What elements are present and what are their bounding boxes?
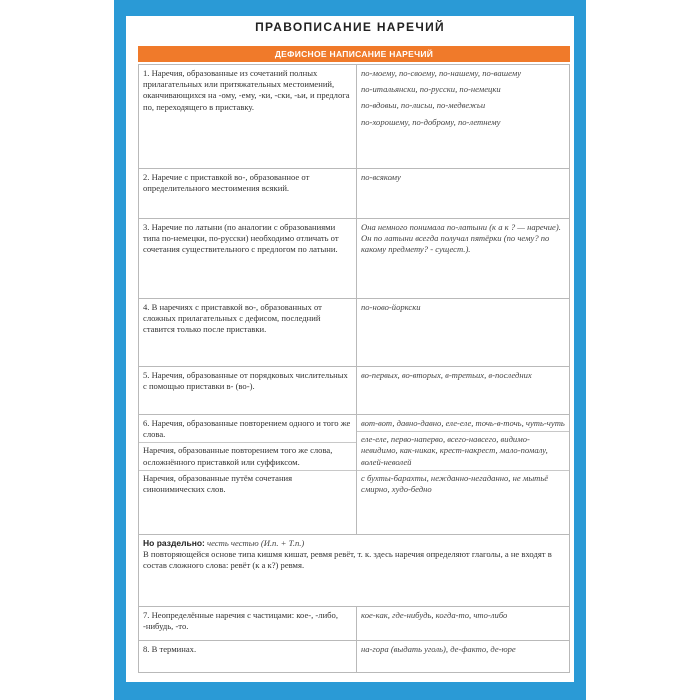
example-text: на-гора (выдать уголь), де-факто, де-юре	[361, 644, 516, 654]
rule-text: 1. Наречия, образованные из сочетаний полных прилагательных или притяжательных местоимений, оканчивающихся на -ому, -ему, -ки, -ски, -ьи, и предлога по, переходящего в приставку.	[143, 68, 350, 112]
rule-text: 3. Наречие по латыни (по аналогии с образованиями типа по-немецки, по-русски) необходимо отличать от сочетания существительного с предлогом по латыни.	[143, 222, 339, 255]
rule-text: Наречия, образованные путём сочетания синонимических слов.	[143, 472, 293, 495]
example-text: еле-еле, перво-наперво, всего-навсего, видимо-невидимо, как-никак, крест-накрест, мало-помалу, волей-неволей	[361, 434, 548, 467]
poster-sheet	[126, 16, 574, 682]
rule-cell	[138, 169, 357, 219]
page-title: ПРАВОПИСАНИЕ НАРЕЧИЙ	[255, 20, 445, 34]
example-cell	[357, 641, 570, 672]
example-text: по-итальянски, по-русски, по-немецки	[361, 84, 501, 95]
example-cell	[357, 299, 570, 367]
divider	[139, 442, 356, 443]
note-lead: честь честью (И.п. + Т.п.)	[207, 538, 305, 548]
table-row	[138, 218, 570, 299]
example-text: Она немного понимала по-латыни (к а к ? — наречие).	[361, 222, 561, 232]
rule-text: 6. Наречия, образованные повторением одного и того же слова.	[143, 418, 351, 440]
example-text: во-первых, во-вторых, в-третьих, в-последних	[361, 370, 532, 380]
example-cell	[357, 65, 570, 169]
rules-table	[138, 64, 570, 672]
example-text: по-всякому	[361, 172, 401, 182]
rule-cell	[138, 65, 357, 169]
section-header: ДЕФИСНОЕ НАПИСАНИЕ НАРЕЧИЙ	[138, 46, 570, 62]
table-row	[138, 640, 570, 673]
rule-cell	[138, 299, 357, 367]
note-heading	[143, 538, 565, 549]
divider	[357, 431, 569, 432]
rule-text: 7. Неопределённые наречия с частицами: кое-, -либо, -нибудь, -то.	[143, 610, 338, 632]
table-row	[138, 414, 570, 535]
example-cell	[357, 219, 570, 299]
rule-cell	[138, 219, 357, 299]
example-cell	[357, 607, 570, 641]
example-cell	[357, 169, 570, 219]
example-text: по-ново-йоркски	[361, 302, 421, 312]
divider	[139, 470, 356, 471]
example-text: кое-как, где-нибудь, когда-то, что-либо	[361, 610, 508, 620]
note-label: Но раздельно:	[143, 538, 205, 548]
example-text: Он по латыни всегда получал пятёрки (по чему? по какому предмету? - сущест.).	[361, 233, 550, 255]
example-text: вот-вот, давно-давно, еле-еле, точь-в-точь, чуть-чуть	[361, 418, 565, 428]
example-cell	[357, 415, 570, 535]
example-cell	[357, 367, 570, 415]
rule-text: 8. В терминах.	[143, 644, 197, 654]
note-cell	[138, 535, 570, 607]
divider	[357, 470, 569, 471]
rule-cell	[138, 607, 357, 641]
table-row	[138, 64, 570, 169]
table-row	[138, 298, 570, 367]
example-text: по-моему, по-своему, по-нашему, по-вашему	[361, 68, 522, 78]
poster-frame	[114, 0, 586, 700]
note-text: В повторяющейся основе типа кишмя кишат, ревмя ревёт, т. к. здесь наречия определяют глаголы, а не входят в состав сложного слова: ревёт (к а к?) ревмя.	[143, 549, 552, 571]
rule-text: Наречия, образованные повторением того же слова, осложнённого приставкой или суффиксом.	[143, 445, 333, 467]
table-row	[138, 606, 570, 641]
example-text: по-вдовьи, по-лисьи, по-медвежьи	[361, 100, 486, 111]
rule-text: 5. Наречия, образованные от порядковых числительных с помощью приставки в- (во-).	[143, 370, 348, 392]
table-row	[138, 366, 570, 415]
rule-cell	[138, 415, 357, 535]
table-row	[138, 168, 570, 219]
rule-text: 2. Наречие с приставкой во-, образованное от определительного местоимения всякий.	[143, 172, 310, 194]
rule-text: 4. В наречиях с приставкой во-, образованных от сложных прилагательных с дефисом, последний ставится только после приставки.	[143, 302, 322, 335]
rule-cell	[138, 641, 357, 672]
example-text: с бухты-барахты, нежданно-негаданно, не мытьё смирно, худо-бедно	[361, 472, 549, 495]
rule-cell	[138, 367, 357, 415]
table-row	[138, 534, 570, 607]
example-text: по-хорошему, по-доброму, по-летнему	[361, 116, 501, 127]
